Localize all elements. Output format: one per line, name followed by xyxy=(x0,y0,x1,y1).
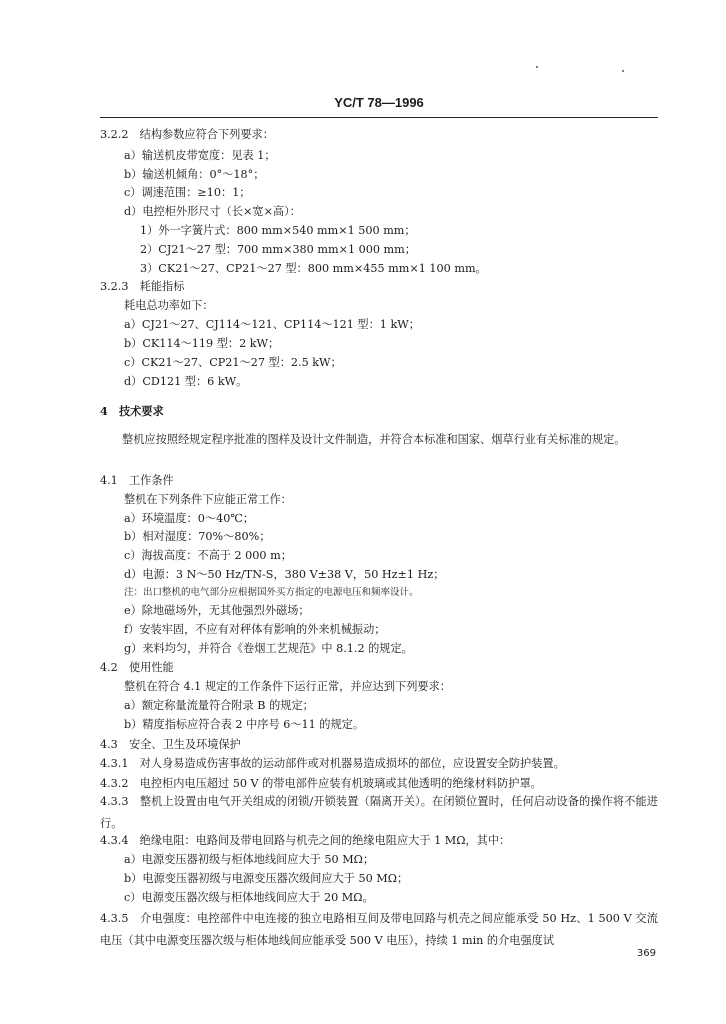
list-item: c）电源变压器次级与柜体地线间应大于 20 MΩ。 xyxy=(124,891,374,904)
sub-list-item: 1）外一字簧片式：800 mm×540 mm×1 500 mm； xyxy=(140,224,416,237)
scan-speck xyxy=(536,66,538,68)
list-item: c）CK21～27、CP21～27 型：2.5 kW； xyxy=(124,356,342,369)
list-item: a）额定称量流量符合附录 B 的规定； xyxy=(124,699,314,712)
list-item: a）输送机皮带宽度：见表 1； xyxy=(124,149,276,162)
clause-4-3-1: 4.3.1 对人身易造成伤害事故的运动部件或对机器易造成损坏的部位，应设置安全防护装置。 xyxy=(100,757,565,770)
paragraph: 整机在符合 4.1 规定的工作条件下运行正常，并应达到下列要求： xyxy=(124,680,451,693)
header-rule xyxy=(100,117,658,118)
list-item: c）海拔高度：不高于 2 000 m； xyxy=(124,549,292,562)
page-number: 369 xyxy=(636,948,656,959)
scan-speck xyxy=(622,70,624,72)
section-4-heading: 4 技术要求 xyxy=(100,404,164,418)
list-item: b）精度指标应符合表 2 中序号 6～11 的规定。 xyxy=(124,718,365,731)
clause-4-3-5: 4.3.5 介电强度：电控部件中电连接的独立电路相互间及带电回路与机壳之间应能承受 50 Hz、1 500 V 交流电压（其中电源变压器次级与柜体地线间应能承受 500 V 电压），持续 1 min 的介电强度试 xyxy=(100,912,658,947)
list-item: d）电源：3 N～50 Hz/TN-S，380 V±38 V，50 Hz±1 Hz； xyxy=(124,568,445,581)
paragraph: 整机应按照经规定程序批准的图样及设计文件制造，并符合本标准和国家、烟草行业有关标准的规定。 xyxy=(122,433,626,446)
section-3-2-2-heading: 3.2.2 结构参数应符合下列要求： xyxy=(100,128,274,141)
list-item: b）CK114～119 型：2 kW； xyxy=(124,337,280,350)
list-item: d）电控柜外形尺寸（长×宽×高）： xyxy=(124,205,301,218)
list-item: a）电源变压器初级与柜体地线间应大于 50 MΩ； xyxy=(124,853,375,866)
list-item: a）CJ21～27、CJ114～121、CP114～121 型：1 kW； xyxy=(124,318,420,331)
section-3-2-3-heading: 3.2.3 耗能指标 xyxy=(100,280,185,293)
page-header: YC/T 78—1996 xyxy=(334,95,424,110)
sub-list-item: 3）CK21～27、CP21～27 型：800 mm×455 mm×1 100 mm。 xyxy=(140,262,487,275)
sub-list-item: 2）CJ21～27 型：700 mm×380 mm×1 000 mm； xyxy=(140,243,416,256)
list-item: c）调速范围：≥10：1； xyxy=(124,186,251,199)
list-item: g）来料均匀，并符合《卷烟工艺规范》中 8.1.2 的规定。 xyxy=(124,642,413,655)
paragraph: 耗电总功率如下： xyxy=(124,299,214,312)
paragraph: 整机在下列条件下应能正常工作： xyxy=(124,493,292,506)
section-4-2-heading: 4.2 使用性能 xyxy=(100,661,174,674)
clause-4-3-4: 4.3.4 绝缘电阻：电路间及带电回路与机壳之间的绝缘电阻应大于 1 MΩ，其中： xyxy=(100,834,511,847)
clause-4-3-2: 4.3.2 电控柜内电压超过 50 V 的带电部件应装有机玻璃或其他透明的绝缘材料防护罩。 xyxy=(100,777,542,790)
list-item: b）相对湿度：70%～80%； xyxy=(124,530,271,543)
section-4-3-heading: 4.3 安全、卫生及环境保护 xyxy=(100,738,241,751)
list-item: a）环境温度：0～40℃； xyxy=(124,512,255,525)
list-item: f）安装牢固，不应有对秤体有影响的外来机械振动； xyxy=(124,623,386,636)
list-item: e）除地磁场外，无其他强烈外磁场； xyxy=(124,604,310,617)
clause-4-3-3: 4.3.3 整机上设置由电气开关组成的闭锁/开锁装置（隔离开关）。在闭锁位置时，任何启动设备的操作将不能进行。 xyxy=(100,795,658,830)
list-item: b）输送机倾角：0°～18°； xyxy=(124,168,265,181)
note: 注：出口整机的电气部分应根据国外买方指定的电源电压和频率设计。 xyxy=(124,587,419,598)
section-4-1-heading: 4.1 工作条件 xyxy=(100,474,174,487)
list-item: d）CD121 型：6 kW。 xyxy=(124,375,248,388)
list-item: b）电源变压器初级与电源变压器次级间应大于 50 MΩ； xyxy=(124,872,409,885)
